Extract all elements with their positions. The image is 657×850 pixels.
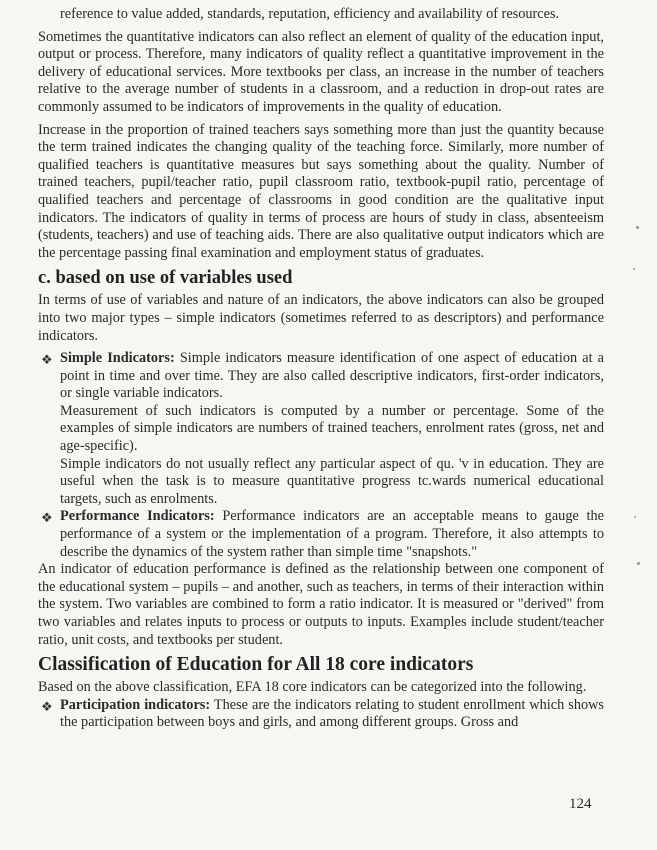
- page-number: 124: [569, 796, 592, 812]
- paragraph-variables-intro: In terms of use of variables and nature of an indicators, the above indicators can also be grouped into two major types – simple indicators (sometimes referred to as descriptors) and performance indicators.: [38, 292, 604, 344]
- scan-speck: [634, 516, 636, 518]
- paragraph-trained-teachers: Increase in the proportion of trained teachers says something more than just the quantity because the term trained indicates the changing quality of the teaching force. Similarly, more number of qualified teachers is quantitative measures but says something about the quality. Number of trained teachers, pupil/teacher ratio, pupil classroom ratio, textbook-pupil ratio, percentage of qualified teachers and percentage of classrooms in good condition are the qualitative input indicators. The indicators of quality in terms of process are hours of study in class, absenteeism (students, teachers) and use of teaching aids. There are also qualitative output indicators which are the percentage passing final examination and employment status of graduates.: [38, 121, 604, 261]
- bullet-text-performance: Performance indicators are an acceptable means to gauge the performance of a system or the implementation of a program. Therefore, it also attempts to describe the dynamics of the system rather than simple time "snapshots.": [60, 508, 605, 560]
- bullet-text-participation: These are the indicators relating to student enrollment which shows the participation between boys and girls, and among different groups. Gross and: [60, 696, 604, 731]
- page-body: [38, 6, 604, 732]
- bullet-lead-performance: Performance Indicators:: [60, 508, 215, 525]
- bullet-diamond-icon: ❖: [41, 698, 53, 714]
- paragraph-efa-intro: Based on the above classification, EFA 18 core indicators can be categorized into the following.: [38, 679, 587, 696]
- bullet-performance-indicators: [38, 508, 604, 561]
- paragraph-continuation: reference to value added, standards, reputation, efficiency and availability of resources.: [60, 6, 560, 22]
- subparagraph-simple-measurement: Measurement of such indicators is computed by a number or percentage. Some of the examples of simple indicators are numbers of trained teachers, enrolment rates (gross, net and age-specific).: [60, 402, 604, 455]
- section-heading-variables: c. based on use of variables used: [38, 268, 293, 289]
- scan-speck: [633, 268, 635, 270]
- bullet-diamond-icon: ❖: [41, 352, 53, 368]
- subparagraph-simple-usefulness: Simple indicators do not usually reflect any particular aspect of qu. 'v in education. They are useful when the task is to measure quantitative progress tc.wards numerical educational targets, such as enrolments.: [60, 455, 604, 507]
- scan-speck: [636, 226, 639, 229]
- bullet-lead-participation: Participation indicators:: [60, 696, 211, 713]
- bullet-text-simple: Simple indicators measure identification of one aspect of education at a point in time and over time. They are also called descriptive indicators, first-order indicators, or single variable indicators.: [60, 350, 604, 402]
- scan-speck: [637, 562, 640, 565]
- bullet-simple-indicators: [38, 350, 604, 403]
- section-heading-efa: Classification of Education for All 18 core indicators: [38, 654, 474, 676]
- paragraph-performance-definition: An indicator of education performance is defined as the relationship between one component of the educational system – pupils – and another, such as teachers, in terms of their interaction within the system. Two variables are combined to form a ratio indicator. It is measured or "derived" from two variables and relates inputs to process or outputs to inputs. Examples include student/teacher ratio, unit costs, and textbooks per student.: [38, 561, 604, 648]
- bullet-diamond-icon: ❖: [41, 510, 53, 526]
- paragraph-quality-quantitative: Sometimes the quantitative indicators can also reflect an element of quality of the education input, output or process. Therefore, many indicators of quality reflect a quantitative improvement in the delivery of educational services. More textbooks per class, an increase in the number of teachers relative to the average number of students in a classroom, and a reduction in drop-out rates are commonly assumed to be indicators of improvements in the quality of education.: [38, 28, 604, 115]
- bullet-participation-indicators: [38, 697, 604, 732]
- bullet-lead-simple: Simple Indicators:: [60, 350, 175, 367]
